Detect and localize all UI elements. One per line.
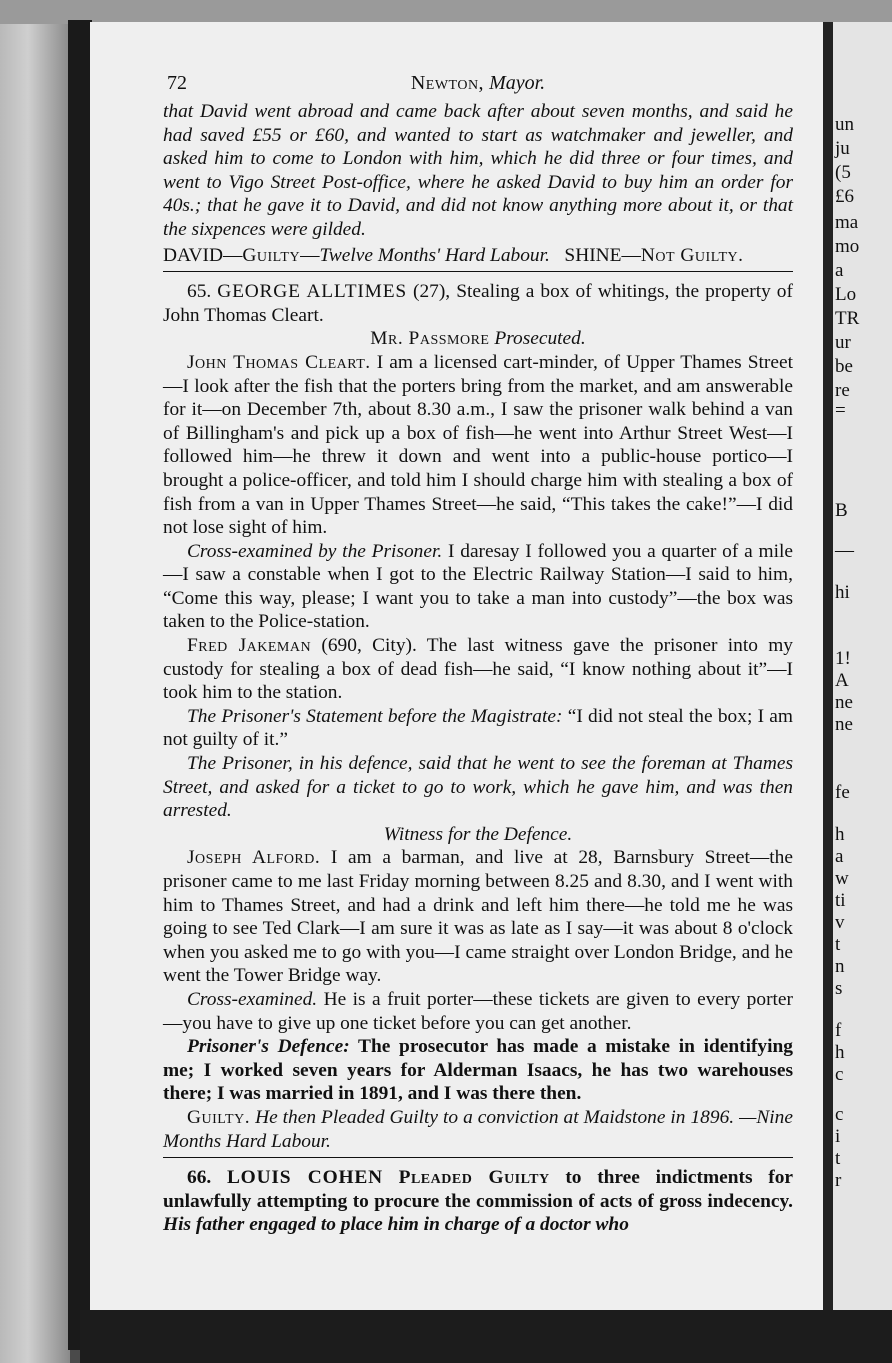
facing-page-fragment: £6 xyxy=(835,186,854,207)
outer-margin xyxy=(0,0,70,1363)
prosecutor-line: Mr. Passmore Prosecuted. xyxy=(370,328,586,350)
facing-page-fragment: Lo xyxy=(835,284,857,305)
facing-page-fragment: h xyxy=(835,1042,845,1063)
facing-page-fragment: — xyxy=(835,540,854,561)
running-head xyxy=(163,72,793,96)
facing-page-fragment: f xyxy=(835,1020,842,1041)
facing-page-fragment: h xyxy=(835,824,845,845)
facing-page-fragment: (5 xyxy=(835,162,851,183)
page-header xyxy=(163,64,793,94)
page-number: 72 xyxy=(167,72,187,94)
facing-page-fragment: be xyxy=(835,356,853,377)
prisoner-statement: The Prisoner's Statement before the Magistrate: “I did not steal the box; I am not guilty of it.” xyxy=(163,705,793,751)
facing-page-fragment: s xyxy=(835,978,843,999)
prisoners-defence: Prisoner's Defence: The prosecutor has made a mistake in identifying me; I worked seven years for Alderman Isaacs, he has two warehouses there; I was married in 1891, and I was there then. xyxy=(163,1036,793,1105)
facing-page-fragment: re xyxy=(835,380,850,401)
facing-page-fragment: t xyxy=(835,934,841,955)
case-65-heading: 65. GEORGE ALLTIMES (27), Stealing a box of whitings, the property of John Thomas Cleart. xyxy=(163,281,793,326)
facing-page-fragment: ma xyxy=(835,212,859,233)
prisoner-defence-summary: The Prisoner, in his defence, said that he went to see the foreman at Thames Street, and asked for a ticket to go to work, which he gave him, and was then arrested. xyxy=(163,753,793,822)
verdict-alltimes: Guilty. He then Pleaded Guilty to a conviction at Maidstone in 1896. —Nine Months Hard Labour. xyxy=(163,1106,793,1152)
facing-page-fragment: c xyxy=(835,1064,844,1085)
facing-page-fragment: c xyxy=(835,1104,844,1125)
cross-examined-alford: Cross-examined. He is a fruit porter—these tickets are given to every porter—you have to give up one ticket before you can get another. xyxy=(163,988,793,1034)
facing-page-fragment: v xyxy=(835,912,845,933)
running-head-name: Newton, xyxy=(410,72,485,94)
facing-page-fragment: a xyxy=(835,846,844,867)
cross-examination-prisoner: Cross-examined by the Prisoner. I daresay I followed you a quarter of a mile—I saw a constable when I got to the Electric Railway Station—I said to him, “Come this way, please; I want you to take a man into custody”—the box was taken to the Police-station. xyxy=(163,540,793,633)
facing-page-fragment: a xyxy=(835,260,844,281)
facing-page-fragment: ur xyxy=(835,332,851,353)
facing-page-fragment: w xyxy=(835,868,849,889)
facing-page-fragment: ne xyxy=(835,714,853,735)
facing-page-fragment: 1! xyxy=(835,648,851,669)
facing-page-fragment: mo xyxy=(835,236,860,257)
facing-page-fragment: ne xyxy=(835,692,853,713)
facing-page-fragment: r xyxy=(835,1170,842,1191)
facing-page-fragment: hi xyxy=(835,582,850,603)
witness-jakeman: Fred Jakeman (690, City). The last witness gave the prisoner into my custody for stealing a box of dead fish—he said, “I know nothing about it”—I took him to the station. xyxy=(163,635,793,704)
facing-page-fragment: = xyxy=(835,400,846,421)
section-rule xyxy=(163,271,793,272)
facing-page-fragment: n xyxy=(835,956,845,977)
facing-page-fragment: fe xyxy=(835,782,850,803)
facing-page-fragment: ju xyxy=(835,138,850,159)
section-rule-2 xyxy=(163,1157,793,1158)
running-head-title: Mayor. xyxy=(489,72,546,94)
bottom-band xyxy=(80,1310,892,1363)
facing-page-fragment: ti xyxy=(835,890,846,911)
facing-page-fragment: B xyxy=(835,500,848,521)
facing-page-fragment: un xyxy=(835,114,854,135)
witness-alford: Joseph Alford. I am a barman, and live at 28, Barnsbury Street—the prisoner came to me last Friday morning between 8.25 and 8.30, and I went with him to Thames Street, and had a drink and left him there—he told me he was going to see Ted Clark—I am sure it was as late as I say—it was about 8 o'clock when you asked me to go with you—I came straight over London Bridge, and he went the Tower Bridge way. xyxy=(163,847,793,987)
witness-cleart: John Thomas Cleart. I am a licensed cart-minder, of Upper Thames Street—I look after the fish that the porters bring from the market, and am answerable for it—on December 7th, about 8.30 a.m., I saw the prisoner walk behind a van of Billingham's and pick up a box of fish—he went into Arthur Street West—I followed him—he threw it down and went into a public-house portico—I brought a police-officer, and told him I should charge him with stealing a box of fish from a van in Upper Thames Street—he said, “This takes the cake!”—I did not lose sight of him. xyxy=(163,351,793,539)
book-spine xyxy=(68,20,92,1350)
witness-defence-heading: Witness for the Defence. xyxy=(383,823,573,845)
facing-page-fragment: A xyxy=(835,670,849,691)
page-gutter xyxy=(823,22,833,1322)
facing-page-fragment: TR xyxy=(835,308,860,329)
page-content xyxy=(163,64,793,1237)
verdict-david-shine: DAVID—Guilty—Twelve Months' Hard Labour. SHINE—Not Guilty. xyxy=(163,244,744,266)
top-paragraph: that David went abroad and came back after about seven months, and said he had saved £55 or £60, and wanted to start as watchmaker and jeweller, and asked him to come to London with him, which he did three or four times, and went to Vigo Street Post-office, where he asked David to buy him an order for 40s.; that he gave it to David, and did not know anything more about it, or that the sixpences were gilded. xyxy=(163,101,793,240)
facing-page xyxy=(833,22,892,1322)
case-66: 66. LOUIS COHEN Pleaded Guilty to three indictments for unlawfully attempting to procure the commission of acts of gross indecency. His father engaged to place him in charge of a doctor who xyxy=(163,1167,793,1236)
facing-page-fragment: i xyxy=(835,1126,841,1147)
facing-page-fragment: t xyxy=(835,1148,841,1169)
top-band xyxy=(0,0,892,24)
